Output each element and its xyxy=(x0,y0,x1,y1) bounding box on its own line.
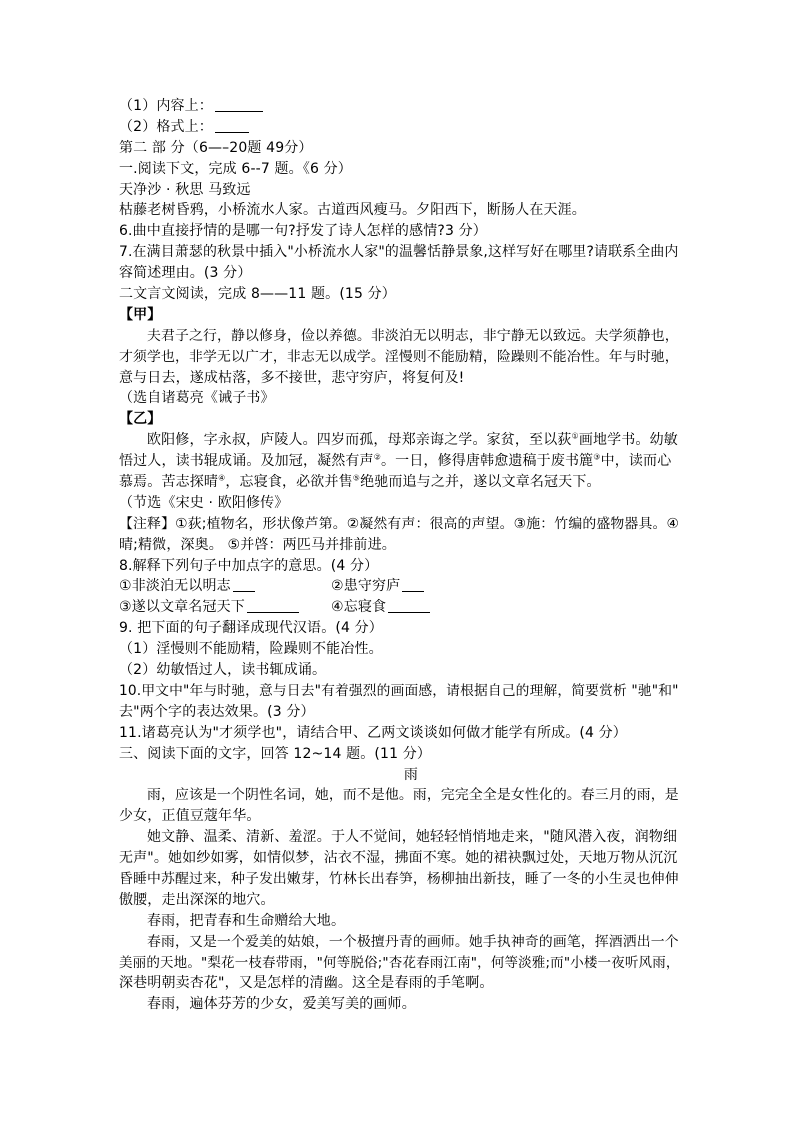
p1-line2: 少女，正值豆蔻年华。 xyxy=(119,808,261,825)
yi-text-line1 xyxy=(119,430,679,451)
q9-sentence-1: （1）淫慢则不能励精，险躁则不能冶性。 xyxy=(119,641,383,658)
classical-intro: 二文言文阅读，完成 8——11 题。(15 分） xyxy=(119,286,396,303)
note-marker: ④ xyxy=(218,473,226,483)
p4-line2: 美丽的天地。"梨花一枝春带雨，"何等脱俗;"杏花春雨江南"，何等淡雅;而"小楼一夜听风雨， xyxy=(119,954,680,971)
p2-line1: 她文静、温柔、清新、羞涩。于人不觉间，她轻轻悄悄地走来，"随风潜入夜，润物细 xyxy=(147,829,678,846)
notes-line2: 晴;精微，深奥。 ⑤并啓：两匹马并排前进。 xyxy=(119,536,396,553)
question-9: 9. 把下面的句子翻译成现代汉语。(4 分） xyxy=(119,620,383,637)
poem-title: 天净沙 · 秋思 马致远 xyxy=(119,181,251,198)
modern-intro: 三、阅读下面的文字，回答 12~14 题。(11 分） xyxy=(119,745,432,762)
yi-source: （节选《宋史 · 欧阳修传》 xyxy=(119,494,289,511)
jia-text-line2: 才须学也，非学无以广才，非志无以成学。淫慢则不能励精，险躁则不能冶性。年与时驰， xyxy=(119,348,679,365)
question-11: 11.诸葛亮认为"才须学也"，请结合甲、乙两文谈谈如何做才能学有所成。(4 分） xyxy=(119,724,627,741)
q8-item-a: ①非淡泊无以明志 xyxy=(119,578,231,595)
jia-text-line3: 意与日去，遂成枯落，多不接世，悲守穷庐，将复何及! xyxy=(119,369,465,386)
answer-blank[interactable] xyxy=(215,97,263,112)
passage-title: 雨 xyxy=(403,766,419,783)
question-10-line1: 10.甲文中"年与时驰，意与日去"有着强烈的画面感，请根据自己的理解，简要赏析 "驰"和" xyxy=(119,682,679,699)
note-marker: ① xyxy=(571,431,579,441)
p3: 春雨，把青春和生命赠给大地。 xyxy=(147,912,346,929)
p2-line3: 昏睡中苏醒过来，种子发出嫩芽，竹林长出春笋，杨柳抽出新技，睡了一冬的小生灵也伸伸 xyxy=(119,870,679,887)
q8-item-d: ④忘寝食 xyxy=(331,599,387,616)
yi-text: 欧阳修，字永叔，庐陵人。四岁而孤，母郑亲诲之学。家贫，至以荻 xyxy=(147,432,572,449)
q5-content-line xyxy=(119,96,679,117)
yi-text: 。一日，修得唐韩愈遗稿于废书簏 xyxy=(381,453,594,470)
section1-intro: 一.阅读下文，完成 6--7 题。《6 分） xyxy=(119,160,352,177)
answer-blank[interactable] xyxy=(233,577,255,592)
yi-text-line2 xyxy=(119,451,679,472)
q8-row1 xyxy=(119,576,679,597)
answer-blank[interactable] xyxy=(247,598,299,613)
yi-text: 慕焉。苦志探晴 xyxy=(119,474,219,491)
answer-blank[interactable] xyxy=(215,118,249,133)
p1-line1: 雨，应该是一个阴性名词，她，而不是他。雨，完完全全是女性化的。春三月的雨，是 xyxy=(147,787,679,804)
yi-label: 【乙】 xyxy=(119,411,162,428)
p5: 春雨，遍体芬芳的少女，爱美写美的画师。 xyxy=(147,996,416,1013)
p2-line4: 傲腰，走出深深的地穴。 xyxy=(119,891,275,908)
note-marker: ③ xyxy=(593,452,601,462)
poem-body: 枯藤老树昏鸦，小桥流水人家。古道西风瘦马。夕阳西下，断肠人在天涯。 xyxy=(119,202,586,219)
yi-text-line3 xyxy=(119,472,679,493)
p2-line2: 无声"。她如纱如雾，如情似梦，沾衣不湿，拂面不寒。她的裙袂飘过处，天地万物从沉沉 xyxy=(119,850,678,867)
question-8: 8.解释下列句子中加点字的意思。(4 分） xyxy=(119,557,379,574)
note-marker: ⑤ xyxy=(352,473,361,483)
answer-blank[interactable] xyxy=(402,577,424,592)
yi-text: 中，读而心 xyxy=(600,453,672,470)
q8-item-c: ③遂以文章名冠天下 xyxy=(119,599,245,616)
q5-format-label: （2）格式上： xyxy=(119,118,213,135)
q5-format-line xyxy=(119,117,679,138)
q5-content-label: （1）内容上： xyxy=(119,98,213,114)
answer-blank[interactable] xyxy=(388,598,430,613)
yi-text: 画地学书。幼敏 xyxy=(578,432,678,449)
q8-row2 xyxy=(119,597,679,618)
yi-text: 悟过人，读书辊成诵。及加冠，凝然有声 xyxy=(119,453,374,470)
question-7-line1: 7.在满目萧瑟的秋景中插入"小桥流水人家"的温馨恬静景象,这样写好在哪里?请联系全曲内 xyxy=(119,244,679,261)
notes-line1: 【注释】①荻;植物名，形状像芦第。②凝然有声：很高的声望。③施：竹编的盛物器具。④ xyxy=(119,515,680,532)
q9-sentence-2: （2）幼敏悟过人，读书辄成诵。 xyxy=(119,662,327,679)
yi-text: 绝驰而追与之并，遂以文章名冠天下。 xyxy=(360,474,601,491)
exam-page xyxy=(119,96,679,1015)
q8-item-b: ②患守穷庐 xyxy=(331,578,401,595)
question-7-line2: 容简述理由。(3 分） xyxy=(119,265,252,282)
jia-label: 【甲】 xyxy=(119,306,162,323)
yi-text: ，忘寝食，必欲并售 xyxy=(225,474,353,491)
p4-line3: 深巷明朝卖杏花"，又是怎样的清幽。这全是春雨的手笔啊。 xyxy=(119,975,494,992)
part2-heading: 第二 部 分（6—–20题 49分） xyxy=(119,139,313,156)
jia-source: （选自诸葛亮《诫子书》 xyxy=(119,390,275,407)
note-marker: ② xyxy=(373,452,382,462)
jia-text-line1: 夫君子之行，静以修身，俭以养德。非淡泊无以明志，非宁静无以致远。夫学须静也， xyxy=(147,327,679,344)
question-6: 6.曲中直接抒情的是哪一句?抒发了诗人怎样的感情?3 分） xyxy=(119,223,487,240)
question-10-line2: 去"两个字的表达效果。(3 分） xyxy=(119,703,315,720)
p4-line1: 春雨，又是一个爱美的姑娘，一个极擅丹青的画师。她手执神奇的画笔，挥酒洒出一个 xyxy=(147,933,679,950)
